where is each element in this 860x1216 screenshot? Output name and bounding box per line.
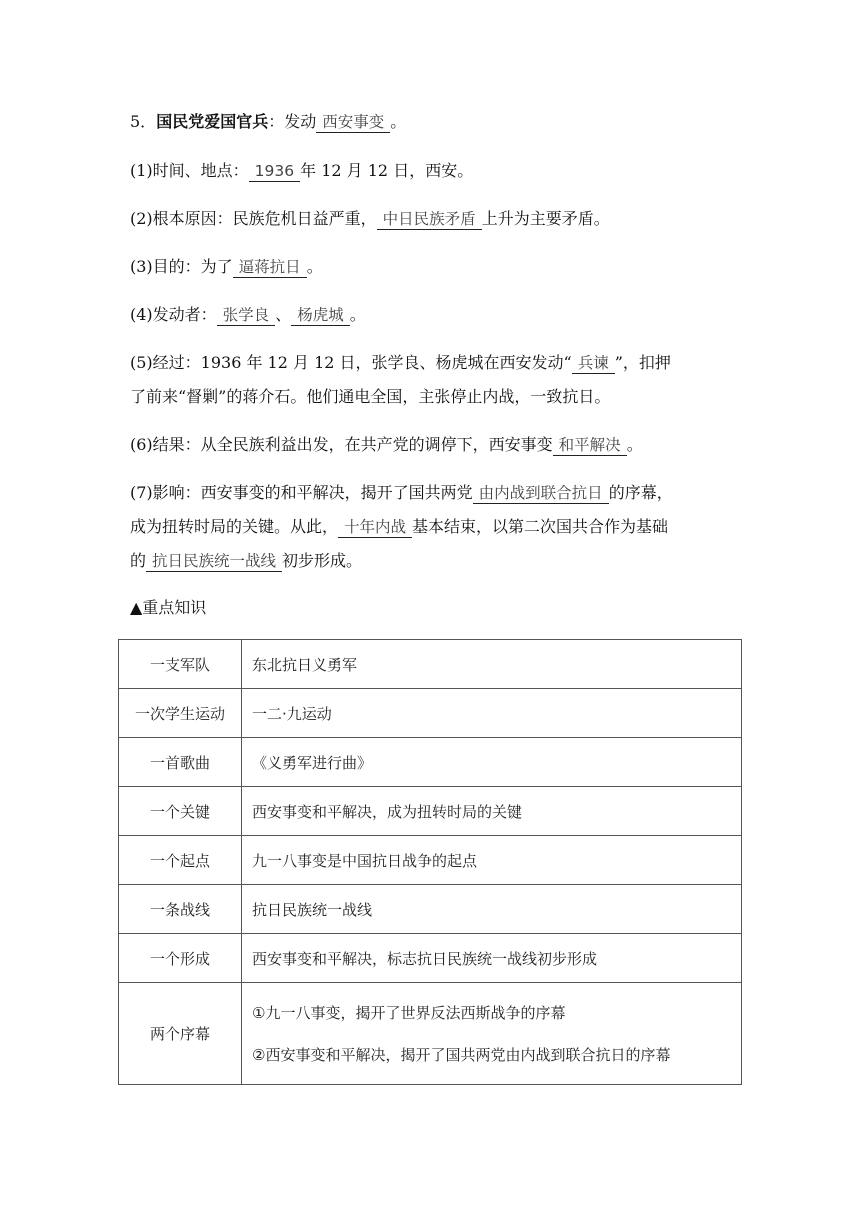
answer-blank: 西安事变	[316, 113, 390, 133]
point-6: (6)结果：从全民族利益出发，在共产党的调停下，西安事变 和平解决 。	[130, 435, 643, 454]
row-key: 一个起点	[119, 836, 242, 885]
row-value-line: ②西安事变和平解决，揭开了国共两党由内战到联合抗日的序幕	[252, 1045, 671, 1064]
answer-blank: 由内战到联合抗日	[473, 484, 609, 504]
answer-blank: 1936	[249, 162, 300, 182]
row-key: 一次学生运动	[119, 689, 242, 738]
point-1: (1)时间、地点： 1936 年 12 月 12 日，西安。	[130, 161, 474, 180]
row-key: 一条战线	[119, 885, 242, 934]
answer-blank: 中日民族矛盾	[377, 210, 482, 230]
answer-blank: 兵谏	[572, 354, 615, 374]
row-value: 西安事变和平解决，标志抗日民族统一战线初步形成	[242, 934, 742, 983]
answer-blank: 张学良	[217, 306, 276, 326]
row-value: 一二·九运动	[242, 689, 742, 738]
point-2: (2)根本原因：民族危机日益严重， 中日民族矛盾 上升为主要矛盾。	[130, 209, 610, 228]
row-key: 一首歌曲	[119, 738, 242, 787]
table-row	[119, 689, 742, 738]
row-key: 一支军队	[119, 640, 242, 689]
answer-blank: 逼蒋抗日	[233, 258, 307, 278]
point-5-line-1: (5)经过：1936 年 12 月 12 日，张学良、杨虎城在西安发动“ 兵谏 ”，扣押	[130, 353, 671, 372]
item-heading: 国民党爱国官兵	[156, 112, 269, 131]
row-value: 《义勇军进行曲》	[242, 738, 742, 787]
point-5-line-2: 了前来“督剿”的蒋介石。他们通电全国，主张停止内战，一致抗日。	[130, 387, 611, 406]
table-row	[119, 885, 742, 934]
table-row	[119, 738, 742, 787]
point-3: (3)目的：为了 逼蒋抗日 。	[130, 257, 323, 276]
row-value-line: ①九一八事变，揭开了世界反法西斯战争的序幕	[252, 1003, 566, 1022]
row-key: 一个形成	[119, 934, 242, 983]
row-value: 东北抗日义勇军	[242, 640, 742, 689]
answer-blank: 十年内战	[338, 518, 412, 538]
row-key: 两个序幕	[119, 983, 242, 1085]
item-number: 5．	[130, 112, 157, 131]
row-value	[242, 983, 742, 1085]
table-row	[119, 787, 742, 836]
section-title: ▲重点知识	[130, 598, 207, 617]
answer-blank: 和平解决	[553, 436, 627, 456]
point-7-line-3: 的 抗日民族统一战线 初步形成。	[130, 551, 363, 570]
table-row	[119, 934, 742, 983]
key-knowledge-table	[118, 639, 742, 1085]
point-7-line-1: (7)影响：西安事变的和平解决，揭开了国共两党 由内战到联合抗日 的序幕，	[130, 483, 673, 502]
table-row	[119, 640, 742, 689]
point-7-line-2: 成为扭转时局的关键。从此， 十年内战 基本结束，以第二次国共合作为基础	[130, 517, 669, 536]
table-row	[119, 836, 742, 885]
point-4: (4)发动者： 张学良 、 杨虎城 。	[130, 305, 366, 324]
answer-blank: 杨虎城	[291, 306, 350, 326]
table-row	[119, 983, 742, 1085]
row-value: 九一八事变是中国抗日战争的起点	[242, 836, 742, 885]
item-5: 5．国民党爱国官兵：发动 西安事变 。	[130, 112, 407, 131]
row-value: 抗日民族统一战线	[242, 885, 742, 934]
row-value: 西安事变和平解决，成为扭转时局的关键	[242, 787, 742, 836]
answer-blank: 抗日民族统一战线	[146, 552, 282, 572]
row-key: 一个关键	[119, 787, 242, 836]
